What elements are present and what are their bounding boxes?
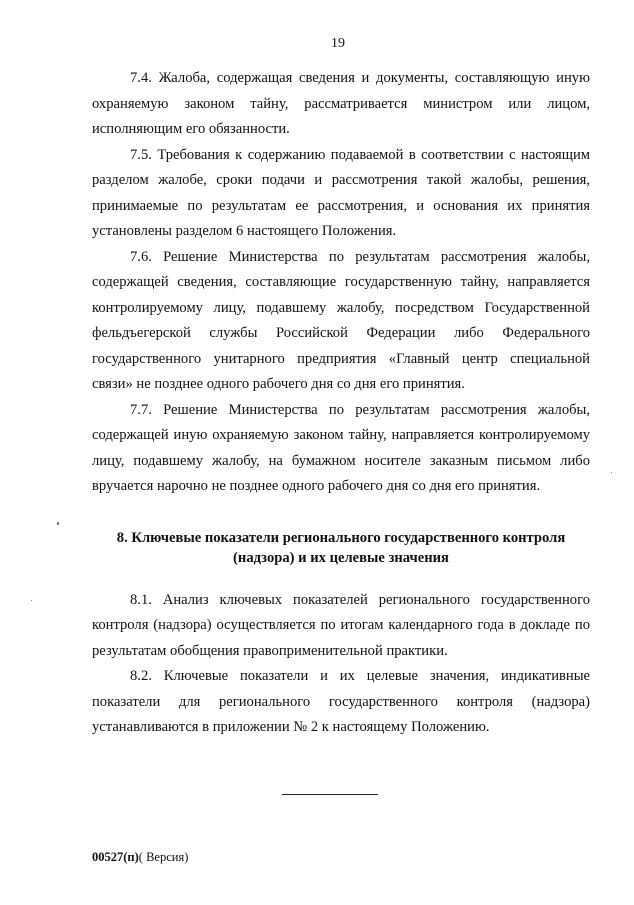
scan-speck xyxy=(611,472,612,473)
scan-speck xyxy=(31,600,32,601)
paragraph-7-4: 7.4. Жалоба, содержащая сведения и документы, составляющую иную охраняемую законом тайну, рассматривается министром или лицом, исполняющим его обязанности. xyxy=(92,70,590,137)
paragraph-8-2: 8.2. Ключевые показатели и их целевые значения, индикативные показатели для регионального государственного контроля (надзора) устанавливаются в приложении № 2 к настоящему Положению. xyxy=(92,668,590,735)
document-code: 00527(п) xyxy=(92,850,139,864)
paragraph-8-1: 8.1. Анализ ключевых показателей регионального государственного контроля (надзора) осуществляется по итогам календарного года в докладе по результатам обобщения правоприменительной практики. xyxy=(92,591,590,659)
section-8-heading xyxy=(92,528,590,568)
section-heading-line-1: 8. Ключевые показатели регионального государственного контроля xyxy=(116,529,566,546)
scan-speck xyxy=(57,522,59,525)
paragraph-7-6: 7.6. Решение Министерства по результатам рассмотрения жалобы, содержащей сведения, составляющие государственную тайну, направляется контролируемому лицу, подавшему жалобу, посредством Государственной фельдъегерской службы Российской Федерации либо Федерального государственного унитарного предприятия «Главный центр специальной связи» не позднее одного рабочего дня со дня его принятия. xyxy=(92,248,590,392)
paragraph-7-5: 7.5. Требования к содержанию подаваемой в соответствии с настоящим разделом жалобе, сроки подачи и рассмотрения такой жалобы, решения, принимаемые по результатам ее рассмотрения, и основания их принятия установлены разделом 6 настоящего Положения. xyxy=(92,146,590,239)
section-heading-line-2: (надзора) и их целевые значения xyxy=(233,549,449,566)
document-footer xyxy=(92,850,188,865)
document-body xyxy=(92,66,590,741)
closing-divider-line xyxy=(282,794,378,795)
page-number: 19 xyxy=(331,36,345,51)
paragraph-7-7: 7.7. Решение Министерства по результатам рассмотрения жалобы, содержащей иную охраняемую законом тайну, направляется контролируемому лицу, подавшему жалобу, на бумажном носителе заказным письмом либо вручается нарочно не позднее одного рабочего дня со дня его принятия. xyxy=(92,401,590,494)
document-version: ( Версия) xyxy=(138,850,189,864)
